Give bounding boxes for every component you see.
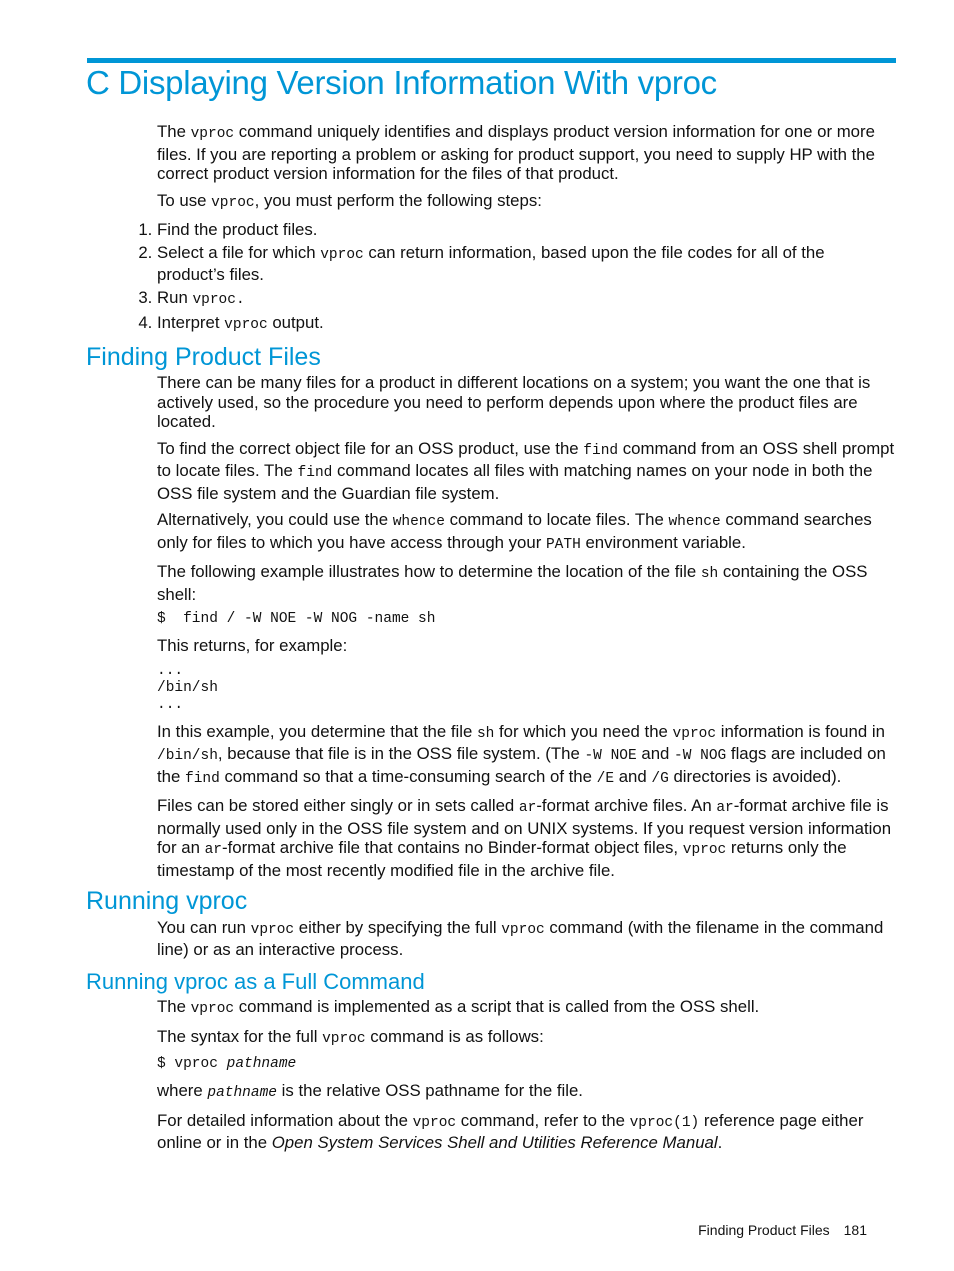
intro-steps-lead: To use vproc, you must perform the following steps:	[157, 190, 542, 211]
paragraph: In this example, you determine that the file sh for which you need the vproc information is found in /bin/sh, because that file is in the OSS file system. (The -W NOE and -W NOG flags are included on the find command so that a time-consuming search of the /E and /G directories is avoided).	[157, 721, 886, 787]
paragraph: You can run vproc either by specifying the full vproc command (with the filename in the command line) or as an interactive process.	[157, 917, 884, 959]
paragraph: The vproc command is implemented as a script that is called from the OSS shell.	[157, 997, 760, 1017]
subsection-heading-full-command: Running vproc as a Full Command	[86, 968, 425, 994]
section-heading-running: Running vproc	[86, 887, 248, 915]
page-title: C Displaying Version Information With vproc	[86, 64, 717, 101]
section-heading-finding: Finding Product Files	[86, 342, 321, 371]
paragraph: Files can be stored either singly or in sets called ar-format archive files. An ar-format archive file is normally used only in the OSS file system and on UNIX systems. If you request version information for an ar-format archive file that contains no Binder-format object files, vproc returns only the timestamp of the most recently modified file in the archive file.	[157, 796, 892, 880]
title-rule	[87, 58, 896, 63]
page-footer	[684, 1222, 867, 1238]
paragraph: The following example illustrates how to determine the location of the file sh containing the OSS shell:	[157, 562, 868, 604]
list-item: 1. Find the product files.	[157, 220, 897, 240]
footer-section-name: Finding Product Files	[698, 1222, 830, 1238]
code-block-output: ... /bin/sh ...	[157, 662, 218, 713]
page-number: 181	[843, 1222, 867, 1238]
paragraph: To find the correct object file for an OSS product, use the find command from an OSS shell prompt to locate files. The find command locates all files with matching names on your node in both the OSS file system and the Guardian file system.	[157, 438, 895, 503]
code-block-find: $ find / -W NOE -W NOG -name sh	[157, 611, 436, 627]
paragraph: The syntax for the full vproc command is as follows:	[157, 1026, 544, 1047]
list-item: 4. Interpret vproc output.	[157, 313, 897, 336]
code-block-syntax: $ vproc pathname	[157, 1056, 297, 1072]
paragraph: For detailed information about the vproc command, refer to the vproc(1) reference page either online or in the Open System Services Shell and Utilities Reference Manual.	[157, 1110, 864, 1152]
intro-paragraph: The vproc command uniquely identifies and displays product version information for one or more files. If you are reporting a problem or asking for product support, you need to supply HP with the correct product version information for the files of that product.	[157, 122, 875, 183]
paragraph: where pathname is the relative OSS pathname for the file.	[157, 1081, 583, 1101]
list-item: 2. Select a file for which vproc can return information, based upon the file codes for all of the product’s files.	[157, 243, 897, 285]
paragraph: Alternatively, you could use the whence command to locate files. The whence command searches only for files to which you have access through your PATH environment variable.	[157, 510, 872, 553]
list-item: 3. Run vproc.	[157, 288, 897, 311]
main-content	[86, 122, 897, 1160]
steps-list	[122, 220, 897, 336]
paragraph: This returns, for example:	[157, 636, 348, 655]
paragraph: There can be many files for a product in different locations on a system; you want the one that is actively used, so the procedure you need to perform depends upon where the product files are located.	[157, 373, 871, 431]
